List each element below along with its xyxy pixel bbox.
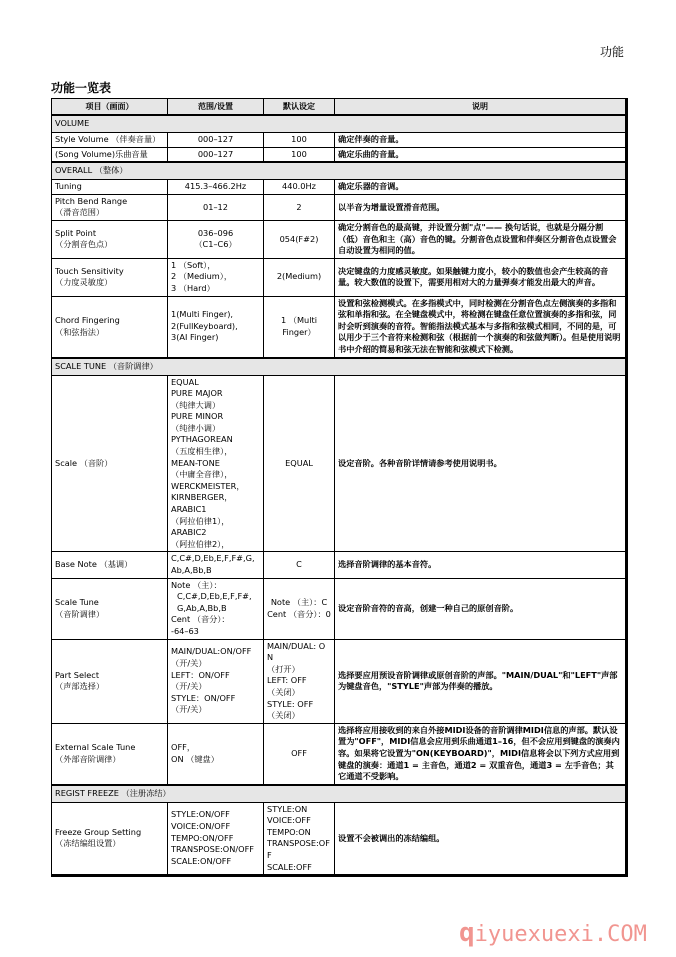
section-title: REGIST FREEZE （注册冻结） [52, 785, 627, 803]
default-line: VOICE:OFF [267, 815, 311, 826]
default-cell [264, 194, 335, 220]
item-line: (Song Volume)乐曲音量 [55, 148, 148, 159]
item-line: Base Note （基调） [55, 559, 133, 570]
table-row [52, 180, 627, 195]
column-header-range: 范围/设置 [168, 99, 264, 116]
description-cell: 以半音为增量设置滑音范围。 [335, 194, 627, 220]
range-line: PURE MINOR [171, 411, 224, 422]
range-line: C,C#,D,Eb,E,F,F#, [177, 591, 252, 602]
section-row-scale-tune [52, 358, 627, 376]
item-cell [52, 802, 168, 876]
item-line: Tuning [55, 181, 82, 192]
item-cell [52, 552, 168, 578]
default-line: MAIN/DUAL: ON [267, 640, 326, 663]
item-line: （滑音范围） [55, 207, 105, 218]
range-line: ARABIC2 [171, 527, 207, 538]
item-line: Part Select [55, 669, 100, 680]
item-cell [52, 133, 168, 148]
default-line: STYLE: OFF [267, 698, 314, 709]
default-line: Cent （音分）：0 [267, 608, 331, 619]
column-header-description: 说明 [335, 99, 627, 116]
page-title: 功能一览表 [51, 81, 112, 95]
item-line: （分割音色点） [55, 239, 113, 250]
description-cell: 选择音阶调律的基本音符。 [335, 552, 627, 578]
range-line: 01–12 [203, 201, 228, 212]
range-line: 000–127 [197, 148, 234, 159]
default-line: C [296, 559, 302, 570]
range-line: Note （主）： [171, 579, 222, 590]
description-cell: 设定音阶音符的音高，创建一种自己的原创音阶。 [335, 578, 627, 639]
range-line: 036–096 [197, 227, 234, 238]
page-header: 功能 [599, 45, 624, 59]
range-line: （开/关） [171, 704, 207, 715]
default-line: Finger） [282, 326, 316, 337]
table-row [52, 375, 627, 552]
function-list-table [51, 98, 628, 877]
description-cell: 确定乐器的音调。 [335, 180, 627, 195]
description-cell: 选择要应用预设音阶调律或原创音阶的声部。"MAIN/DUAL"和"LEFT"声部为键盘音色，"STYLE"声部为伴奏的播放。 [335, 639, 627, 723]
item-cell [52, 147, 168, 162]
default-line: 440.0Hz [282, 181, 316, 192]
default-cell [264, 578, 335, 639]
default-cell [264, 296, 335, 357]
item-line: Touch Sensitivity [55, 265, 124, 276]
default-cell [264, 258, 335, 296]
column-header-item: 项目（画面） [52, 99, 168, 116]
table-row [52, 258, 627, 296]
range-line: 000–127 [197, 134, 234, 144]
default-line: STYLE:ON [267, 803, 308, 814]
item-line: Scale （音阶） [55, 457, 113, 468]
description-cell: 确定乐曲的音量。 [335, 147, 627, 162]
section-row-volume [52, 115, 627, 133]
default-line: 2 [296, 201, 302, 212]
default-cell [264, 133, 335, 148]
item-cell [52, 296, 168, 357]
table-row [52, 639, 627, 723]
default-line: TEMPO:ON [267, 826, 311, 837]
range-line: 3(AI Finger) [171, 332, 219, 343]
range-cell [168, 552, 264, 578]
item-line: （冻结编组设置） [55, 838, 121, 849]
table-row [52, 133, 627, 148]
range-cell [168, 180, 264, 195]
item-cell [52, 578, 168, 639]
range-line: TEMPO:ON/OFF [171, 832, 234, 843]
section-title: OVERALL （整体） [52, 162, 627, 180]
table-row [52, 220, 627, 258]
watermark-logo: qiyuexuexi.COM [459, 918, 647, 948]
item-line: Scale Tune [55, 596, 99, 607]
range-line: MAIN/DUAL:ON/OFF [171, 646, 252, 657]
default-line: （关闭） [267, 710, 300, 721]
range-line: （开/关） [171, 657, 207, 668]
range-line: -64–63 [171, 625, 199, 636]
item-line: （外部音阶调律） [55, 753, 121, 764]
description-cell: 决定键盘的力度感灵敏度。如果触键力度小，较小的数值也会产生较高的音量。较大数值的设置下，需要用相对大的力量弹奏才能发出最大的声音。 [335, 258, 627, 296]
item-line: External Scale Tune [55, 742, 136, 753]
range-line: （五度相生律）， [171, 446, 233, 457]
default-line: SCALE:OFF [267, 861, 312, 872]
column-header-default: 默认设定 [264, 99, 335, 116]
section-row-regist-freeze [52, 785, 627, 803]
range-cell [168, 723, 264, 784]
item-line: （力度灵敏度） [55, 277, 113, 288]
range-line: （中庸全音律）， [171, 469, 233, 480]
default-line: 1 （Multi [280, 314, 317, 325]
default-line: （关闭） [267, 686, 300, 697]
item-line: （和弦指法） [55, 326, 105, 337]
range-line: （纯律小调） [171, 422, 221, 433]
range-line: KIRNBERGER， [171, 492, 233, 503]
table-row [52, 802, 627, 876]
item-line: Style Volume （伴奏音量） [55, 134, 161, 144]
range-line: ON （键盘） [171, 753, 219, 764]
range-cell [168, 639, 264, 723]
default-line: EQUAL [285, 457, 313, 468]
item-line: Pitch Bend Range [55, 195, 128, 206]
range-line: C,C#,D,Eb,E,F,F#,G, [171, 553, 255, 564]
range-cell [168, 375, 264, 552]
range-cell [168, 802, 264, 876]
range-cell [168, 194, 264, 220]
default-cell [264, 147, 335, 162]
item-cell [52, 375, 168, 552]
item-line: Chord Fingering [55, 314, 120, 325]
range-line: STYLE：ON/OFF [171, 692, 236, 703]
range-cell [168, 147, 264, 162]
range-line: VOICE:ON/OFF [171, 821, 231, 832]
description-cell: 选择将应用接收到的来自外接MIDI设备的音阶调律MIDI信息的声部。默认设置为"OFF"，MIDI信息会应用到乐曲通道1–16，但不会应用到键盘的演奏内容。如果将它设置为"ON(KEYBOARD)"，MIDI信息将会以下列方式应用到键盘的演奏：通道1 = 主音色，通道2 = 双重音色，通道3 = 左手音色；其它通道不受影响。 [335, 723, 627, 784]
default-cell [264, 552, 335, 578]
table-header-row [52, 99, 627, 116]
range-line: PURE MAJOR [171, 388, 223, 399]
description-cell: 设置不会被调出的冻结编组。 [335, 802, 627, 876]
range-line: （阿拉伯律1）， [171, 515, 230, 526]
description-cell: 确定分割音色的最高键，并设置分割"点"—— 换句话说，也就是分隔分割（低）音色和主（高）音色的键。分割音色点设置和伴奏区分割音色点设置会自动设置为相同的值。 [335, 220, 627, 258]
item-cell [52, 220, 168, 258]
item-cell [52, 639, 168, 723]
range-line: （C1–C6） [194, 239, 237, 250]
item-cell [52, 258, 168, 296]
range-line: ARABIC1 [171, 504, 207, 515]
item-line: （音阶调律） [55, 608, 105, 619]
range-cell [168, 578, 264, 639]
table-row [52, 147, 627, 162]
range-line: 3 （Hard） [171, 282, 215, 293]
default-line: （打开） [267, 663, 300, 674]
range-line: （阿拉伯律2）， [171, 538, 230, 549]
item-cell [52, 180, 168, 195]
range-line: EQUAL [171, 376, 199, 387]
range-cell [168, 296, 264, 357]
default-cell [264, 180, 335, 195]
table-row [52, 552, 627, 578]
range-line: 2 （Medium）， [171, 271, 233, 282]
range-line: TRANSPOSE:ON/OFF [171, 844, 254, 855]
range-line: 1(Multi Finger), [171, 309, 233, 320]
description-cell: 设置和弦检测模式。在多指模式中，同时检测在分割音色点左侧演奏的多指和弦和单指和弦。在全键盘模式中，将检测在键盘任意位置演奏的多指和弦，同时会听到演奏的音符。智能指法模式基本与多指和弦模式相同，不同的是，可以用少于三个音符来检测和弦（根据前一个演奏的和弦做判断）。但是使用说明书中介绍的简易和弦无法在智能和弦模式下检测。 [335, 296, 627, 357]
range-line: Cent （音分）： [171, 614, 230, 625]
range-line: MEAN-TONE [171, 457, 220, 468]
range-line: （纯律大调） [171, 399, 221, 410]
item-cell [52, 723, 168, 784]
table-row [52, 578, 627, 639]
section-title: VOLUME [52, 115, 627, 133]
default-line: TRANSPOSE:OFF [267, 838, 330, 861]
default-line: 100 [291, 134, 307, 144]
range-line: LEFT：ON/OFF [171, 669, 230, 680]
range-line: SCALE:ON/OFF [171, 855, 232, 866]
range-line: Ab,A,Bb,B [171, 565, 212, 575]
default-cell [264, 723, 335, 784]
range-cell [168, 133, 264, 148]
default-cell [264, 639, 335, 723]
range-line: G,Ab,A,Bb,B [177, 602, 227, 613]
item-cell [52, 194, 168, 220]
default-line: LEFT: OFF [267, 675, 307, 686]
description-cell: 设定音阶。各种音阶详情请参考使用说明书。 [335, 375, 627, 552]
range-line: OFF， [171, 742, 196, 753]
range-line: PYTHAGOREAN [171, 434, 233, 445]
range-cell [168, 258, 264, 296]
range-cell [168, 220, 264, 258]
range-line: STYLE:ON/OFF [171, 809, 230, 820]
table-row [52, 723, 627, 784]
default-cell [264, 220, 335, 258]
range-line: WERCKMEISTER， [171, 480, 245, 491]
range-line: （开/关） [171, 681, 207, 692]
item-line: （声部选择） [55, 681, 105, 692]
default-cell [264, 375, 335, 552]
default-line: 2(Medium) [276, 271, 322, 282]
default-line: 100 [291, 148, 307, 159]
table-row [52, 296, 627, 357]
description-cell: 确定伴奏的音量。 [335, 133, 627, 148]
section-title: SCALE TUNE （音阶调律） [52, 358, 627, 376]
range-line: 415.3–466.2Hz [184, 181, 247, 192]
range-line: 1 （Soft）， [171, 259, 216, 270]
item-line: Split Point [55, 227, 97, 238]
range-line: 2(FullKeyboard), [171, 320, 238, 331]
default-line: Note （主）：C [270, 596, 328, 607]
section-row-overall [52, 162, 627, 180]
item-line: Freeze Group Setting [55, 826, 142, 837]
default-line: 054(F#2) [279, 233, 319, 244]
table-row [52, 194, 627, 220]
default-line: OFF [291, 747, 307, 758]
default-cell [264, 802, 335, 876]
